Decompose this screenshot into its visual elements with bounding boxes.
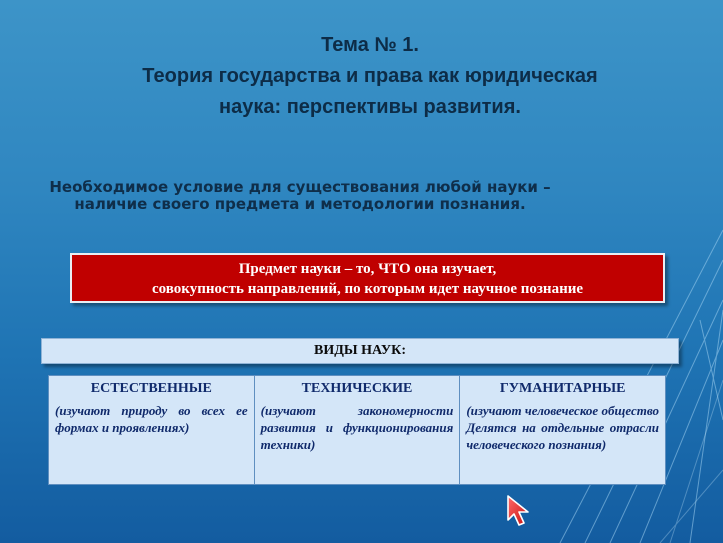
column-natural-sciences <box>49 376 255 485</box>
slide-subtitle <box>10 179 590 213</box>
column-humanities <box>460 376 666 485</box>
column-description: (изучают человеческое общество Делятся на отдельные отрасли человеческого познания) <box>466 403 659 452</box>
table-row <box>49 376 666 485</box>
title-line-3: наука: перспективы развития. <box>219 96 521 118</box>
column-heading: ТЕХНИЧЕСКИЕ <box>301 381 413 396</box>
subject-definition-line-2: совокупность направлений, по которым идет научное познание <box>151 281 584 297</box>
title-line-1: Тема № 1. <box>321 34 419 56</box>
subtitle-line-1: Необходимое условие для существования любой науки – <box>49 178 551 196</box>
column-description: (изучают закономерности развития и функционирования техники) <box>260 403 454 452</box>
subject-definition-box <box>70 253 665 303</box>
red-arrow-cursor-icon <box>505 494 535 528</box>
column-description: (изучают природу во всех ее формах и проявлениях) <box>55 403 248 435</box>
title-line-2: Теория государства и права как юридическая <box>142 65 598 87</box>
science-types-table <box>48 375 666 485</box>
slide-title <box>40 30 700 123</box>
subject-definition-line-1: Предмет науки – то, ЧТО она изучает, <box>238 261 497 277</box>
column-heading: ГУМАНИТАРНЫЕ <box>499 381 626 396</box>
science-types-header: ВИДЫ НАУК: <box>41 338 679 364</box>
column-technical-sciences <box>254 376 460 485</box>
column-heading: ЕСТЕСТВЕННЫЕ <box>90 381 212 396</box>
subtitle-line-2: наличие своего предмета и методологии познания. <box>74 195 526 213</box>
